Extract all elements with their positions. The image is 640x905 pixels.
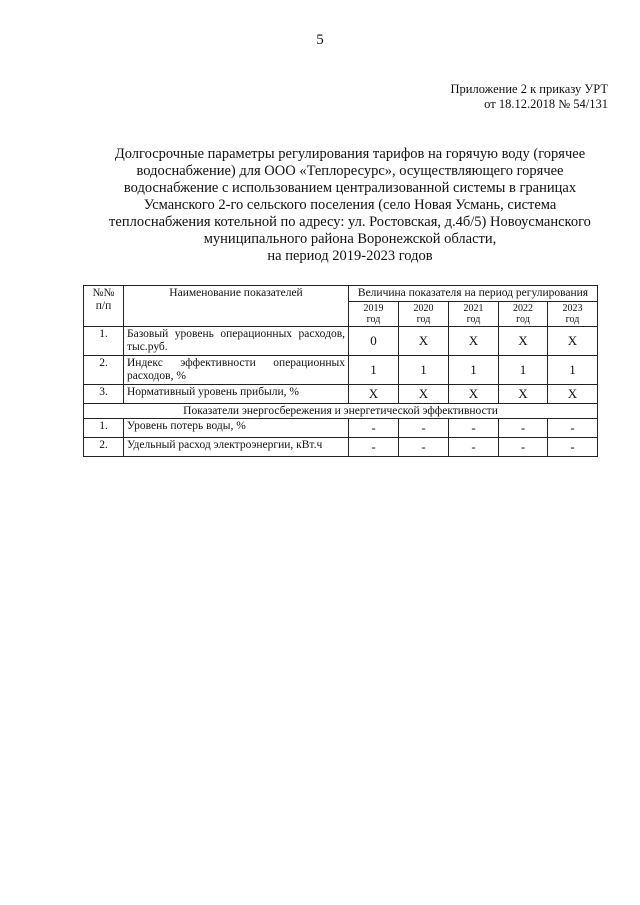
year-cell: 2020 год <box>399 302 449 327</box>
header-name: Наименование показателей <box>124 286 349 327</box>
header-value: Величина показателя на период регулирования <box>349 286 598 302</box>
table-row: 1. Уровень потерь воды, % - - - - - <box>84 419 598 438</box>
title-line-6: муниципального района Воронежской области, <box>203 231 497 247</box>
table-row: 2. Индекс эффективности операционных расходов, % 1 1 1 1 1 <box>84 356 598 385</box>
appendix-line-1: Приложение 2 к приказу УРТ <box>450 82 608 96</box>
year-cell: 2021 год <box>449 302 499 327</box>
title-line-4: Усманского 2-го сельского поселения (село Новая Усмань, система <box>143 197 557 213</box>
year-cell: 2023 год <box>548 302 598 327</box>
section-row <box>84 404 598 419</box>
year-cell: 2022 год <box>499 302 548 327</box>
header-num: №№ п/п <box>84 286 124 327</box>
table-row: 2. Удельный расход электроэнергии, кВт.ч - - - - - <box>84 438 598 457</box>
table-header-row <box>84 286 598 302</box>
title-line-2: водоснабжение) для ООО «Теплоресурс», осуществляющего горячее <box>136 163 564 179</box>
appendix-reference <box>451 82 609 112</box>
title-line-1: Долгосрочные параметры регулирования тарифов на горячую воду (горячее <box>114 146 586 162</box>
table-row: 1. Базовый уровень операционных расходов, тыс.руб. 0 Х Х Х Х <box>84 327 598 356</box>
page-number: 5 <box>316 32 324 48</box>
title-line-7: на период 2019-2023 годов <box>267 248 433 264</box>
table-row: 3. Нормативный уровень прибыли, % Х Х Х Х Х <box>84 385 598 404</box>
parameters-table <box>83 285 598 457</box>
title-line-3: водоснабжение с использованием централизованной системы в границах <box>123 180 577 196</box>
title-line-5: теплоснабжения котельной по адресу: ул. Ростовская, д.4б/5) Новоусманского <box>109 214 591 230</box>
year-cell: 2019 год <box>349 302 399 327</box>
document-title <box>80 146 620 265</box>
section-title: Показатели энергосбережения и энергетической эффективности <box>84 404 598 419</box>
appendix-line-2: от 18.12.2018 № 54/131 <box>484 97 608 111</box>
